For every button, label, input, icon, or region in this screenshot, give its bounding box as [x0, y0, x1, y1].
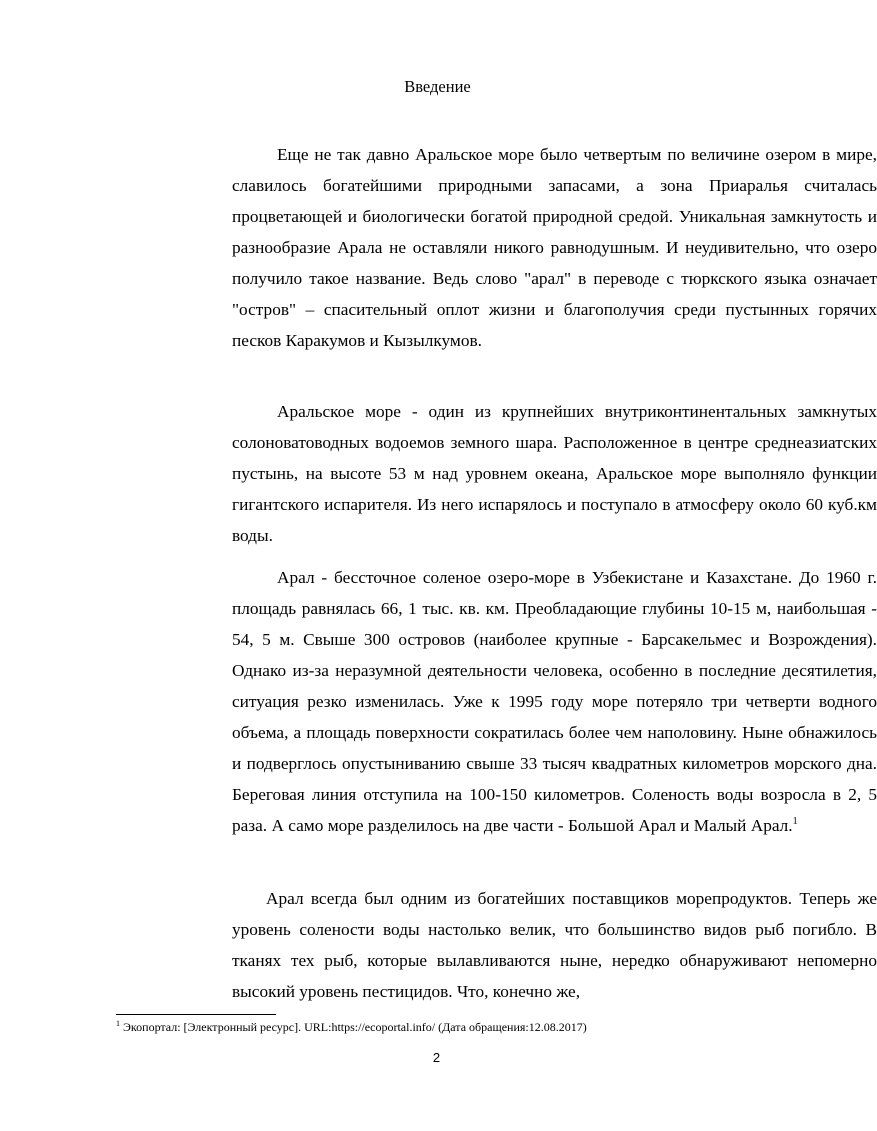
footnote-reference[interactable]: 1	[792, 816, 798, 828]
section-title: Введение	[404, 77, 471, 96]
paragraph-3	[232, 562, 877, 841]
footnote-text: Экопортал: [Электронный ресурс]. URL:https://ecoportal.info/ (Дата обращения:12.08.2017)	[120, 1020, 587, 1034]
paragraph-4: Арал всегда был одним из богатейших поставщиков морепродуктов. Теперь же уровень солености воды настолько велик, что большинство видов рыб погибло. В тканях тех рыб, которые вылавливаются ныне, нередко обнаруживают непомерно высокий уровень пестицидов. Что, конечно же,	[232, 889, 877, 1001]
paragraph-1: Еще не так давно Аральское море было четвертым по величине озером в мире, славилось богатейшими природными запасами, а зона Приаралья считалась процветающей и биологически богатой природной средой. Уникальная замкнутость и разнообразие Арала не оставляли никого равнодушным. И неудивительно, что озеро получило такое название. Ведь слово "арал" в переводе с тюркского языка означает "остров" – спасительный оплот жизни и благополучия среди пустынных горячих песков Каракумов и Кызылкумов.	[232, 145, 877, 350]
footnote-separator	[116, 1014, 276, 1015]
footnote-marker: 1	[116, 1019, 120, 1028]
footnote	[116, 1019, 761, 1035]
paragraph-3-text: Арал - бессточное соленое озеро-море в Узбекистане и Казахстане. До 1960 г. площадь равнялась 66, 1 тыс. кв. км. Преобладающие глубины 10-15 м, наибольшая - 54, 5 м. Свыше 300 островов (наиболее крупные - Барсакельмес и Возрождения). Однако из-за неразумной деятельности человека, особенно в последние десятилетия, ситуация резко изменилась. Уже к 1995 году море потеряло три четверти водного объема, а площадь поверхности сократилась более чем наполовину. Ныне обнажилось и подверглось опустыниванию свыше 33 тысяч квадратных километров морского дна. Береговая линия отступила на 100-150 километров. Соленость воды возросла в 2, 5 раза. А само море разделилось на две части - Большой Арал и Малый Арал.	[232, 568, 877, 835]
page-number: 2	[432, 1050, 441, 1065]
paragraph-2: Аральское море - один из крупнейших внутриконтинентальных замкнутых солоноватоводных водоемов земного шара. Расположенное в центре среднеазиатских пустынь, на высоте 53 м над уровнем океана, Аральское море выполняло функции гигантского испарителя. Из него испарялось и поступало в атмосферу около 60 куб.км воды.	[232, 402, 877, 545]
